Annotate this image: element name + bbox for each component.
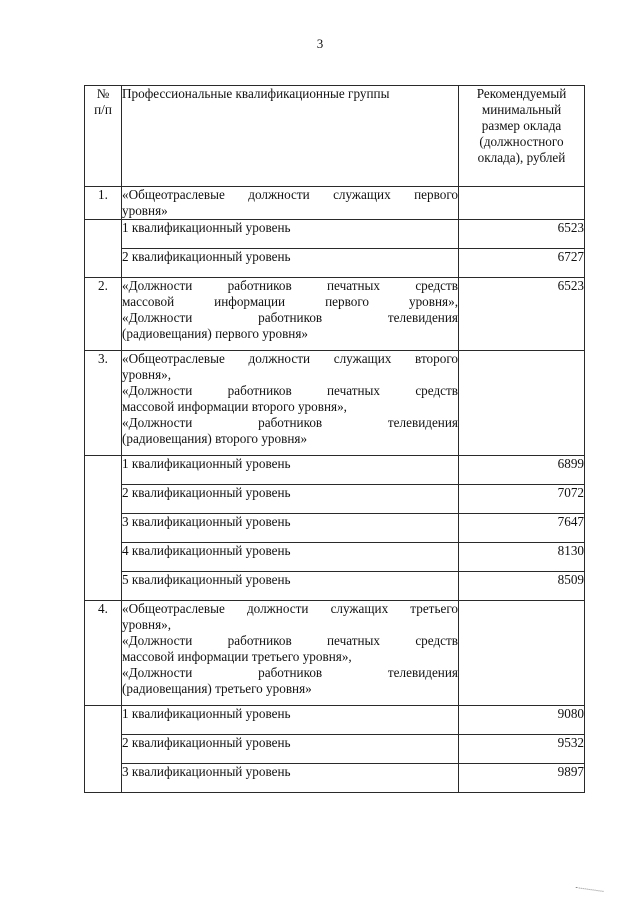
- level-row: [85, 543, 585, 572]
- group-name-line: уровня»,: [122, 617, 172, 632]
- level-row: [85, 764, 585, 793]
- group-name-line: уровня»: [122, 203, 168, 218]
- handwritten-mark: [576, 881, 605, 892]
- group-row: [85, 278, 585, 351]
- group-name-line: «Должности работников телевидения: [122, 310, 458, 325]
- level-row: [85, 249, 585, 278]
- group-number: 1.: [85, 187, 122, 220]
- group-row: [85, 601, 585, 706]
- level-amount: 6523: [459, 220, 585, 249]
- level-label: 3 квалификационный уровень: [122, 764, 459, 793]
- page-number: 3: [316, 36, 324, 51]
- group-name-line: массовой информации второго уровня»,: [122, 399, 347, 414]
- level-amount: 6727: [459, 249, 585, 278]
- header-amount-line: (должностного: [479, 134, 564, 149]
- group-amount: [459, 351, 585, 456]
- header-amount-line: размер оклада: [481, 118, 562, 133]
- group-name-line: «Должности работников печатных средств: [122, 633, 458, 648]
- group-name: [122, 351, 459, 456]
- group-number: 4.: [85, 601, 122, 706]
- level-label: 1 квалификационный уровень: [122, 456, 459, 485]
- group-name-line: «Должности работников печатных средств: [122, 383, 458, 398]
- empty-number-cell: [85, 706, 122, 793]
- salary-table: [84, 85, 585, 793]
- header-group: Профессиональные квалификационные группы: [122, 86, 459, 187]
- level-amount: 6899: [459, 456, 585, 485]
- level-amount: 9080: [459, 706, 585, 735]
- group-name-line: «Должности работников телевидения: [122, 415, 458, 430]
- header-amount-line: Рекомендуемый: [476, 86, 567, 101]
- group-number: 2.: [85, 278, 122, 351]
- level-amount: 9897: [459, 764, 585, 793]
- group-name-line: «Общеотраслевые должности служащих первого: [122, 187, 458, 202]
- header-number-line: п/п: [94, 102, 112, 117]
- header-number: [85, 86, 122, 187]
- group-amount: 6523: [459, 278, 585, 351]
- header-number-line: №: [96, 86, 110, 101]
- table-header-row: [85, 86, 585, 187]
- level-row: [85, 485, 585, 514]
- level-row: [85, 706, 585, 735]
- level-label: 2 квалификационный уровень: [122, 249, 459, 278]
- level-label: 2 квалификационный уровень: [122, 735, 459, 764]
- level-label: 3 квалификационный уровень: [122, 514, 459, 543]
- group-name-line: «Общеотраслевые должности служащих второго: [122, 351, 458, 366]
- group-amount: [459, 187, 585, 220]
- group-row: [85, 351, 585, 456]
- group-name-line: уровня»,: [122, 367, 172, 382]
- group-row: [85, 187, 585, 220]
- group-name-line: «Должности работников печатных средств: [122, 278, 458, 293]
- group-name-line: массовой информации первого уровня»,: [122, 294, 458, 309]
- level-row: [85, 456, 585, 485]
- level-row: [85, 514, 585, 543]
- group-name-line: (радиовещания) первого уровня»: [122, 326, 309, 341]
- level-label: 1 квалификационный уровень: [122, 706, 459, 735]
- level-row: [85, 220, 585, 249]
- level-amount: 7072: [459, 485, 585, 514]
- level-amount: 8509: [459, 572, 585, 601]
- group-name: [122, 601, 459, 706]
- empty-number-cell: [85, 456, 122, 601]
- header-amount-line: минимальный: [481, 102, 562, 117]
- header-amount-line: оклада), рублей: [477, 150, 566, 165]
- empty-number-cell: [85, 220, 122, 278]
- level-label: 4 квалификационный уровень: [122, 543, 459, 572]
- group-name-line: «Общеотраслевые должности служащих третьего: [122, 601, 458, 616]
- header-amount: [459, 86, 585, 187]
- level-amount: 7647: [459, 514, 585, 543]
- group-amount: [459, 601, 585, 706]
- group-name-line: (радиовещания) второго уровня»: [122, 431, 308, 446]
- group-name-line: (радиовещания) третьего уровня»: [122, 681, 312, 696]
- level-amount: 8130: [459, 543, 585, 572]
- level-label: 1 квалификационный уровень: [122, 220, 459, 249]
- level-amount: 9532: [459, 735, 585, 764]
- group-number: 3.: [85, 351, 122, 456]
- group-name-line: массовой информации третьего уровня»,: [122, 649, 352, 664]
- level-label: 2 квалификационный уровень: [122, 485, 459, 514]
- level-row: [85, 735, 585, 764]
- group-name-line: «Должности работников телевидения: [122, 665, 458, 680]
- group-name: [122, 187, 459, 220]
- level-label: 5 квалификационный уровень: [122, 572, 459, 601]
- level-row: [85, 572, 585, 601]
- group-name: [122, 278, 459, 351]
